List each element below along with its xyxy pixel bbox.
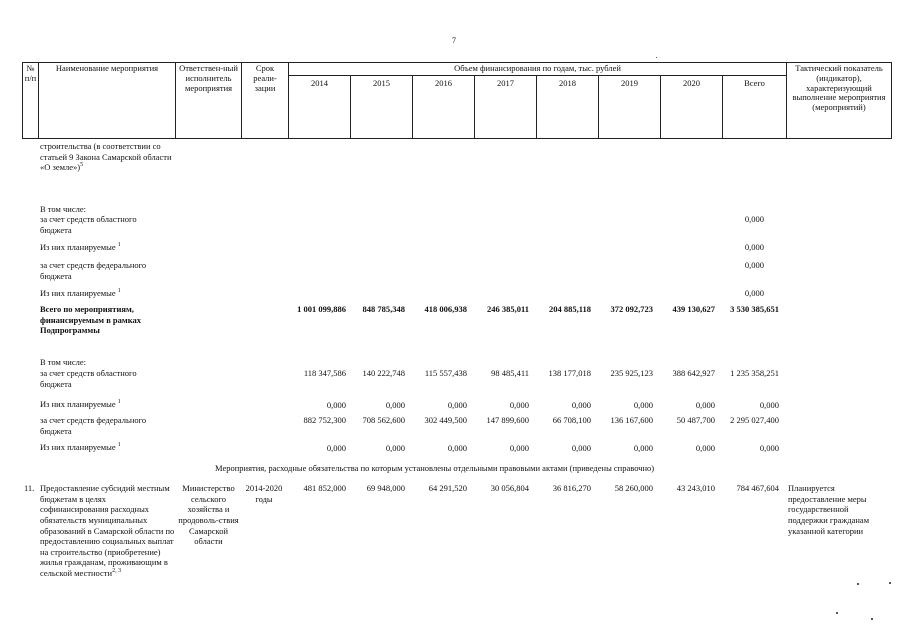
item-value: 43 243,010 [676, 483, 715, 493]
federal-value: 302 449,500 [424, 415, 467, 425]
header-year: 2015 [373, 78, 390, 88]
planned-value: 0,000 [447, 443, 467, 453]
regional-value: 138 177,018 [548, 368, 591, 378]
federal-value: 136 167,600 [610, 415, 653, 425]
carryover-body: строительства (в соответствии со статьей 9 Закона Самарской области «О земле») [40, 141, 172, 173]
planned-value: 0,000 [385, 400, 405, 410]
scan-speck [857, 583, 859, 585]
total-row-label: Всего по мероприятиям, финансируемым в рамках Подпрограммы [40, 304, 141, 336]
scan-speck [656, 57, 657, 58]
item-number: 11. [24, 483, 35, 493]
planned-value: 0,000 [385, 443, 405, 453]
planned-value-total: 0,000 [759, 443, 779, 453]
total-value: 246 385,011 [486, 304, 529, 314]
regional-budget-label: за счет средств областного бюджета [40, 368, 137, 389]
in-that-label: В том числе: [40, 204, 86, 214]
page-number: 7 [452, 36, 456, 45]
header-year: 2018 [559, 78, 576, 88]
federal-value: 708 562,600 [362, 415, 405, 425]
federal-value: 147 899,600 [486, 415, 529, 425]
item-term: 2014-2020 годы [245, 483, 283, 504]
header-col-funding: Объем финансирования по годам, тыс. рублей [454, 63, 621, 73]
item-value: 481 852,000 [303, 483, 346, 493]
planned-value: 0,000 [571, 443, 591, 453]
item-responsible: Министерство сельского хозяйства и продоволь-ствия Самарской области [178, 483, 239, 547]
planned-label [40, 242, 121, 253]
planned-value: 0,000 [633, 400, 653, 410]
federal-value: 66 708,100 [552, 415, 591, 425]
federal-value: 50 487,700 [676, 415, 715, 425]
col-border [175, 62, 176, 139]
scan-speck [836, 612, 838, 614]
planned-label [40, 399, 121, 410]
planned-value: 0,000 [509, 400, 529, 410]
header-col-number: № п/п [24, 63, 37, 83]
item-value: 58 260,000 [614, 483, 653, 493]
federal-value: 882 752,300 [303, 415, 346, 425]
scan-speck [889, 582, 891, 584]
total-value: 1 001 099,886 [297, 304, 346, 314]
planned-text: Из них планируемые [40, 242, 116, 252]
regional-value: 98 485,411 [491, 368, 529, 378]
item-value: 69 948,000 [366, 483, 405, 493]
funding-subheader-border [288, 75, 786, 76]
federal-value-total: 2 295 027,400 [730, 415, 779, 425]
planned-total: 0,000 [744, 288, 764, 298]
header-total: Всего [744, 78, 765, 88]
col-border [891, 62, 892, 139]
total-value-all: 3 530 385,651 [730, 304, 779, 314]
planned-total: 0,000 [744, 242, 764, 252]
footnote-ref: 1 [117, 399, 121, 406]
header-year: 2019 [621, 78, 638, 88]
total-value: 372 092,723 [610, 304, 653, 314]
federal-budget-total: 0,000 [744, 260, 764, 270]
col-border [38, 62, 39, 139]
item-value: 36 816,270 [552, 483, 591, 493]
footnote-ref: 1 [117, 288, 121, 295]
item-value: 30 056,804 [490, 483, 529, 493]
header-col-responsible: Ответствен-ный исполнитель мероприятия [179, 63, 238, 93]
item-value-total: 784 467,604 [736, 483, 779, 493]
planned-label [40, 288, 121, 299]
planned-value: 0,000 [633, 443, 653, 453]
footnote-ref: 1 [117, 442, 121, 449]
planned-value-total: 0,000 [759, 400, 779, 410]
header-col-name: Наименование мероприятия [55, 63, 159, 73]
regional-value: 235 925,123 [610, 368, 653, 378]
header-col-indicator: Тактический показатель (индикатор), характеризующий выполнение мероприятия (мероприятий) [792, 63, 886, 113]
header-bottom-border [22, 138, 892, 139]
planned-value: 0,000 [447, 400, 467, 410]
header-year: 2016 [435, 78, 452, 88]
planned-value: 0,000 [571, 400, 591, 410]
total-value: 848 785,348 [362, 304, 405, 314]
planned-value: 0,000 [695, 443, 715, 453]
planned-value: 0,000 [326, 443, 346, 453]
planned-value: 0,000 [695, 400, 715, 410]
section-heading: Мероприятия, расходные обязательства по которым установлены отдельными правовыми актами (приведены справочно) [215, 463, 655, 473]
header-year: 2020 [683, 78, 700, 88]
planned-value: 0,000 [509, 443, 529, 453]
item-indicator: Планируется предоставление меры государственной поддержки гражданам указанной категории [788, 483, 870, 536]
federal-budget-label: за счет средств федерального бюджета [40, 415, 147, 436]
regional-budget-total: 0,000 [744, 214, 764, 224]
planned-text: Из них планируемые [40, 288, 116, 298]
regional-value-total: 1 235 358,251 [730, 368, 779, 378]
regional-value: 140 222,748 [362, 368, 405, 378]
total-value: 418 006,938 [424, 304, 467, 314]
header-col-term: Срок реали-зации [253, 63, 277, 93]
header-year: 2017 [497, 78, 514, 88]
footnote-ref: 1 [117, 242, 121, 249]
col-border [288, 62, 289, 139]
total-value: 439 130,627 [672, 304, 715, 314]
total-value: 204 885,118 [548, 304, 591, 314]
federal-budget-label: за счет средств федерального бюджета [40, 260, 147, 281]
scan-speck [871, 618, 873, 620]
carryover-text [40, 141, 180, 173]
planned-value: 0,000 [326, 400, 346, 410]
regional-budget-label: за счет средств областного бюджета [40, 214, 137, 235]
planned-text: Из них планируемые [40, 399, 116, 409]
planned-text: Из них планируемые [40, 442, 116, 452]
footnote-ref: 5 [80, 162, 84, 169]
col-border [241, 62, 242, 139]
item-name [40, 483, 175, 579]
regional-value: 115 557,438 [424, 368, 467, 378]
item-name-text: Предоставление субсидий местным бюджетам в целях софинансирования расходных обязательств муниципальных образований в Самарской области по предоставлению социальных выплат на строительство (приобретение) жилья гражданам, проживающим в сельской местности [40, 483, 175, 578]
footnote-ref: 2, 3 [112, 568, 122, 575]
planned-label [40, 442, 121, 453]
regional-value: 118 347,586 [303, 368, 346, 378]
header-year: 2014 [311, 78, 328, 88]
regional-value: 388 642,927 [672, 368, 715, 378]
in-that-label: В том числе: [40, 357, 86, 367]
item-value: 64 291,520 [428, 483, 467, 493]
